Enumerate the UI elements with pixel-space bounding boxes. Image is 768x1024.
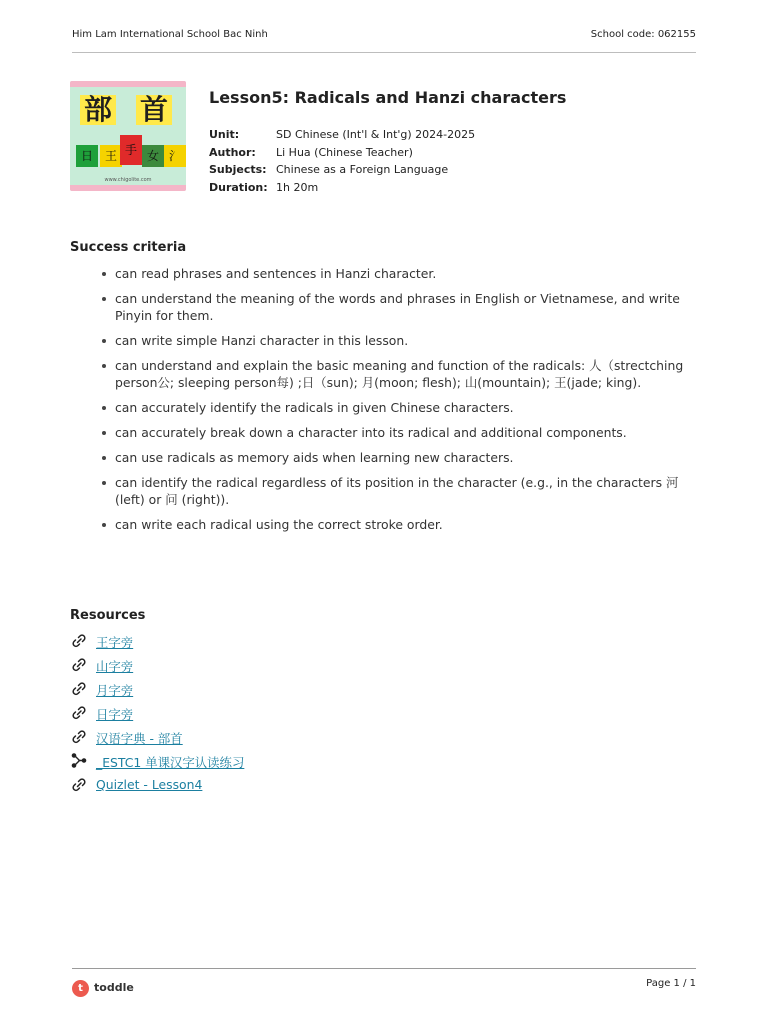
list-item: can write simple Hanzi character in this lesson. — [115, 332, 698, 349]
resource-link-estc1[interactable]: _ESTC1 单课汉字认读练习 — [96, 755, 245, 770]
list-item: can understand and explain the basic meaning and function of the radicals: 人（strectching person公; sleeping person每) ;日（sun); 月(moon; flesh); 山(mountain); 王(jade; king). — [115, 357, 698, 391]
school-code: School code: 062155 — [590, 29, 696, 40]
page-header — [72, 29, 696, 43]
list-item: can understand the meaning of the words and phrases in English or Vietnamese, and write Pinyin for them. — [115, 290, 698, 324]
meta-key: Duration: — [209, 180, 268, 194]
meta-value: Chinese as a Foreign Language — [276, 163, 449, 176]
meta-value: SD Chinese (Int'l & Int'g) 2024-2025 — [276, 128, 476, 141]
meta-value: Li Hua (Chinese Teacher) — [276, 145, 413, 159]
thumbnail-bottom-band — [70, 185, 186, 191]
meta-value: 1h 20m — [276, 180, 319, 194]
thumbnail-block: 王 — [100, 145, 122, 167]
thumbnail-block: 日 — [76, 145, 98, 167]
thumbnail-char-2: 首 — [136, 95, 172, 125]
link-icon — [70, 633, 88, 649]
resource-link-wang[interactable]: 王字旁 — [96, 635, 134, 650]
thumbnail-block: 手 — [120, 135, 142, 165]
meta-key: Subjects: — [209, 163, 267, 176]
resource-link-quizlet[interactable]: Quizlet - Lesson4 — [96, 777, 203, 792]
resource-link-ri[interactable]: 日字旁 — [96, 707, 134, 722]
list-item: can use radicals as memory aids when learning new characters. — [115, 449, 698, 466]
lesson-title: Lesson5: Radicals and Hanzi characters — [209, 88, 567, 107]
lesson-thumbnail — [70, 81, 186, 191]
header-divider — [72, 52, 696, 53]
list-item: can write each radical using the correct stroke order. — [115, 516, 698, 533]
meta-key: Unit: — [209, 128, 240, 141]
success-criteria-heading: Success criteria — [70, 240, 187, 255]
link-icon — [70, 729, 88, 745]
link-icon — [70, 777, 88, 793]
thumbnail-url: www.chigolite.com — [104, 177, 152, 183]
footer-divider — [72, 968, 696, 969]
list-item: can identify the radical regardless of its position in the character (e.g., in the characters 河 (left) or 问 (right)). — [115, 474, 698, 508]
link-icon — [70, 705, 88, 721]
share-icon — [70, 753, 88, 769]
thumbnail-block: 女 — [142, 145, 164, 167]
list-item: can accurately identify the radicals in given Chinese characters. — [115, 399, 698, 416]
resource-link-dictionary[interactable]: 汉语字典 - 部首 — [96, 731, 183, 746]
resource-link-yue[interactable]: 月字旁 — [96, 683, 134, 698]
toddle-logo-icon: t — [72, 980, 89, 997]
school-name: Him Lam International School Bac Ninh — [72, 29, 268, 40]
toddle-logo-text: toddle — [94, 981, 134, 994]
thumbnail-char-1: 部 — [80, 95, 116, 125]
thumbnail-top-band — [70, 81, 186, 87]
resources-heading: Resources — [70, 608, 146, 623]
success-criteria-list — [115, 265, 698, 541]
meta-key: Author: — [209, 145, 256, 159]
link-icon — [70, 681, 88, 697]
link-icon — [70, 657, 88, 673]
thumbnail-block: 氵 — [164, 145, 186, 167]
list-item: can accurately break down a character into its radical and additional components. — [115, 424, 698, 441]
list-item: can read phrases and sentences in Hanzi character. — [115, 265, 698, 282]
page-number: Page 1 / 1 — [646, 978, 696, 989]
resource-link-shan[interactable]: 山字旁 — [96, 659, 134, 674]
